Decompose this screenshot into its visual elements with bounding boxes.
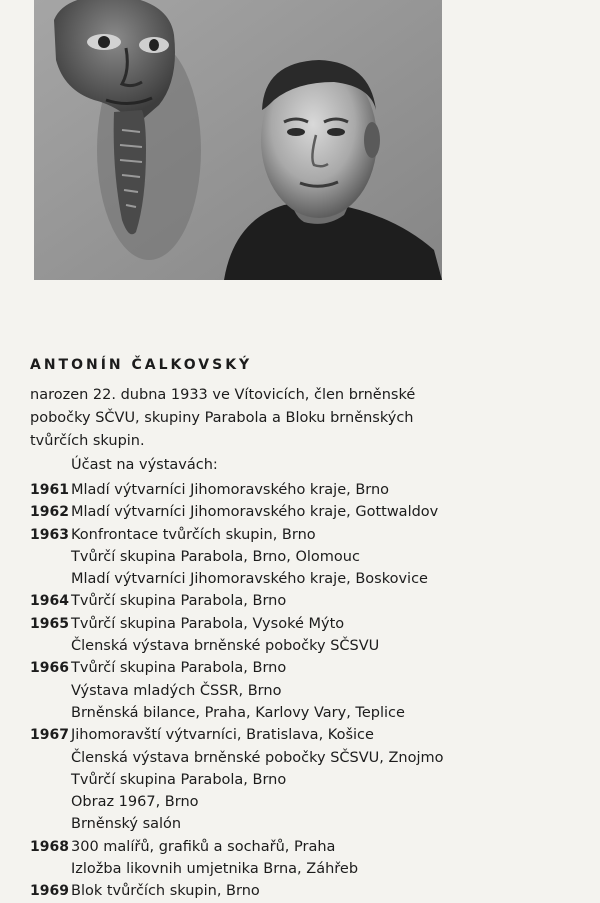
exhibition-row [30, 590, 590, 612]
exhibition-text: Jihomoravští výtvarníci, Bratislava, Košice [71, 727, 374, 744]
exhibition-row [30, 880, 590, 902]
exhibition-year: 1964 [30, 593, 69, 610]
exhibition-text: Tvůrčí skupina Parabola, Brno [71, 660, 287, 677]
exhibition-text: Tvůrčí skupina Parabola, Brno, Olomouc [71, 548, 360, 565]
bio-line: narozen 22. dubna 1933 ve Vítovicích, člen brněnské [30, 387, 416, 403]
exhibition-text: Brněnská bilance, Praha, Karlovy Vary, Teplice [71, 704, 405, 721]
exhibition-row [30, 858, 590, 880]
exhibition-year: 1962 [30, 504, 69, 521]
exhibition-row [30, 791, 590, 813]
exhibition-text: Výstava mladých ČSSR, Brno [71, 682, 282, 699]
exhibition-year: 1963 [30, 526, 69, 543]
exhibition-text: 300 malířů, grafiků a sochařů, Praha [71, 838, 336, 855]
exhibition-text: Mladí výtvarníci Jihomoravského kraje, Gottwaldov [71, 504, 439, 521]
exhibition-year: 1965 [30, 615, 69, 632]
exhibitions-heading: Účast na výstavách: [71, 457, 218, 473]
exhibition-year: 1967 [30, 727, 69, 744]
portrait-illustration [34, 0, 442, 280]
exhibition-text: Mladí výtvarníci Jihomoravského kraje, Boskovice [71, 571, 428, 588]
exhibition-text: Členská výstava brněnské pobočky SČSVU [71, 638, 380, 655]
exhibition-row [30, 635, 590, 657]
exhibition-row [30, 747, 590, 769]
exhibition-text: Tvůrčí skupina Parabola, Brno [71, 593, 287, 610]
exhibition-text: Členská výstava brněnské pobočky SČSVU, Znojmo [71, 749, 444, 766]
exhibition-text: Brněnský salón [71, 816, 182, 833]
exhibition-row [30, 680, 590, 702]
exhibition-text: Mladí výtvarníci Jihomoravského kraje, Brno [71, 482, 390, 498]
exhibition-row [30, 568, 590, 590]
exhibition-row [30, 702, 590, 724]
exhibition-row [30, 501, 590, 523]
exhibition-year: 1961 [30, 482, 69, 498]
exhibition-text: Blok tvůrčích skupin, Brno [71, 883, 260, 900]
exhibition-year: 1966 [30, 660, 69, 677]
exhibition-row [30, 657, 590, 679]
exhibition-row [30, 769, 590, 791]
exhibition-row [30, 479, 590, 501]
exhibition-row [30, 613, 590, 635]
exhibition-text: Tvůrčí skupina Parabola, Vysoké Mýto [71, 615, 345, 632]
portrait-photo [34, 0, 442, 280]
exhibition-row [30, 836, 590, 858]
exhibition-row [30, 724, 590, 746]
exhibition-text: Konfrontace tvůrčích skupin, Brno [71, 526, 316, 543]
exhibition-text: Obraz 1967, Brno [71, 794, 199, 811]
exhibition-text: Tvůrčí skupina Parabola, Brno [71, 771, 287, 788]
exhibition-text: Izložba likovnih umjetnika Brna, Záhřeb [71, 861, 359, 878]
exhibition-row [30, 813, 590, 835]
exhibition-row [30, 524, 590, 546]
bio-line: pobočky SČVU, skupiny Parabola a Bloku brněnských [30, 410, 414, 426]
exhibition-year: 1969 [30, 883, 69, 900]
exhibition-list [30, 479, 590, 903]
bio-line: tvůrčích skupin. [30, 433, 145, 449]
artist-name: ANTONÍN ČALKOVSKÝ [30, 357, 253, 373]
artist-bio [30, 384, 460, 453]
exhibition-year: 1968 [30, 838, 69, 855]
exhibition-row [30, 546, 590, 568]
